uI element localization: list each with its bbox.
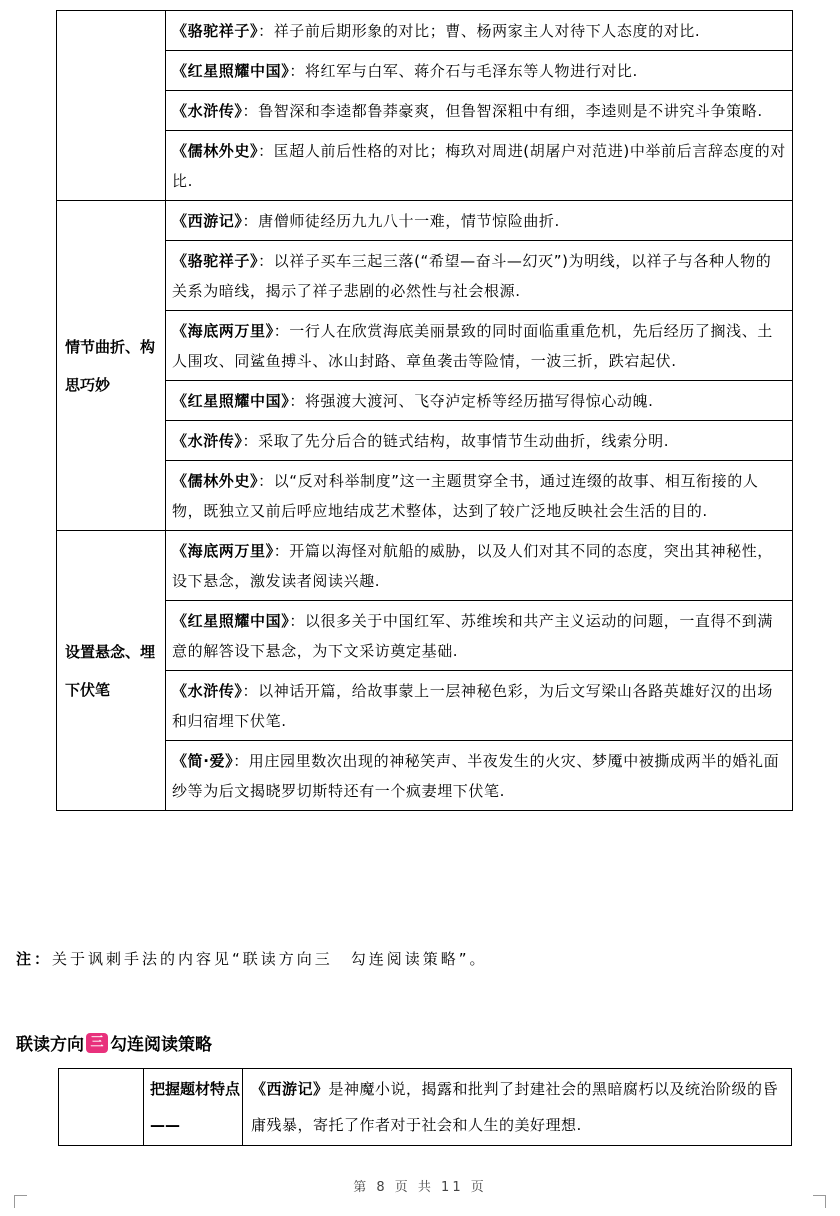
entry-text: ：匡超人前后性格的对比；梅玖对周进(胡屠户对范进)中举前后言辞态度的对比. bbox=[172, 142, 786, 190]
strategy-text bbox=[243, 1069, 792, 1146]
strategy-empty-cell bbox=[59, 1069, 144, 1146]
entry-cell bbox=[166, 11, 793, 51]
book-title: 《西游记》 bbox=[172, 212, 243, 230]
book-title: 《简·爱》 bbox=[172, 752, 234, 770]
category-cell: 设置悬念、埋下伏笔 bbox=[57, 531, 166, 811]
section-heading bbox=[16, 1030, 212, 1055]
entry-text: ：以“反对科举制度”这一主题贯穿全书，通过连缀的故事、相互衔接的人物，既独立又前后呼应地结成艺术整体，达到了较广泛地反映社会生活的目的. bbox=[172, 472, 759, 520]
entry-text: ：一行人在欣赏海底美丽景致的同时面临重重危机，先后经历了搁浅、土人围攻、同鲨鱼搏斗、冰山封路、章鱼袭击等险情，一波三折，跌宕起伏. bbox=[172, 322, 773, 370]
strategy-label: 把握题材特点—— bbox=[144, 1069, 243, 1146]
page-corner-mark bbox=[14, 1195, 27, 1208]
entry-text: ：唐僧师徒经历九九八十一难，情节惊险曲折. bbox=[242, 212, 560, 230]
entry-text: ：用庄园里数次出现的神秘笑声、半夜发生的火灾、梦魇中被撕成两半的婚礼面纱等为后文揭晓罗切斯特还有一个疯妻埋下伏笔. bbox=[172, 752, 780, 800]
strategy-table bbox=[58, 1068, 792, 1146]
table-row bbox=[57, 601, 793, 671]
comparison-table bbox=[56, 10, 793, 811]
table-row bbox=[57, 131, 793, 201]
entry-cell bbox=[166, 531, 793, 601]
page-corner-mark bbox=[813, 1195, 826, 1208]
entry-cell bbox=[166, 381, 793, 421]
entry-text: ：采取了先分后合的链式结构，故事情节生动曲折，线索分明. bbox=[242, 432, 670, 450]
book-title: 《红星照耀中国》 bbox=[172, 392, 290, 410]
entry-cell bbox=[166, 601, 793, 671]
book-title: 《西游记》 bbox=[251, 1080, 329, 1098]
entry-cell bbox=[166, 741, 793, 811]
book-title: 《骆驼祥子》 bbox=[172, 22, 259, 40]
note-text: 关于讽刺手法的内容见“联读方向三 勾连阅读策略”。 bbox=[52, 950, 488, 968]
entry-text: ：将红军与白军、蒋介石与毛泽东等人物进行对比. bbox=[289, 62, 638, 80]
entry-cell bbox=[166, 241, 793, 311]
entry-cell bbox=[166, 91, 793, 131]
entry-cell bbox=[166, 201, 793, 241]
entry-cell bbox=[166, 421, 793, 461]
entry-text: ：以祥子买车三起三落(“希望—奋斗—幻灭”)为明线，以祥子与各种人物的关系为暗线，揭示了祥子悲剧的必然性与社会根源. bbox=[172, 252, 772, 300]
table-row bbox=[57, 11, 793, 51]
category-cell: 情节曲折、构思巧妙 bbox=[57, 201, 166, 531]
book-title: 《水浒传》 bbox=[172, 102, 243, 120]
section-prefix: 联读方向 bbox=[16, 1035, 84, 1055]
book-title: 《骆驼祥子》 bbox=[172, 252, 259, 270]
table-row bbox=[57, 531, 793, 601]
entry-text: ：开篇以海怪对航船的威胁，以及人们对其不同的态度，突出其神秘性，设下悬念，激发读者阅读兴趣. bbox=[172, 542, 773, 590]
note bbox=[16, 948, 488, 969]
entry-text: ：将强渡大渡河、飞夺泸定桥等经历描写得惊心动魄. bbox=[289, 392, 654, 410]
note-label: 注： bbox=[16, 950, 53, 968]
book-title: 《红星照耀中国》 bbox=[172, 612, 290, 630]
entry-cell bbox=[166, 131, 793, 201]
entry-text: ：以很多关于中国红军、苏维埃和共产主义运动的问题，一直得不到满意的解答设下悬念，为下文采访奠定基础. bbox=[172, 612, 773, 660]
entry-cell bbox=[166, 51, 793, 91]
entry-text: ：祥子前后期形象的对比；曹、杨两家主人对待下人态度的对比. bbox=[258, 22, 701, 40]
entry-cell bbox=[166, 461, 793, 531]
entry-cell bbox=[166, 311, 793, 381]
entry-cell bbox=[166, 671, 793, 741]
table-row bbox=[57, 381, 793, 421]
entry-text: ：鲁智深和李逵都鲁莽豪爽，但鲁智深粗中有细，李逵则是不讲究斗争策略. bbox=[242, 102, 763, 120]
strategy-description: 是神魔小说，揭露和批判了封建社会的黑暗腐朽以及统治阶级的昏庸残暴，寄托了作者对于社会和人生的美好理想. bbox=[251, 1080, 779, 1134]
table-row bbox=[57, 201, 793, 241]
table-row bbox=[57, 671, 793, 741]
page-footer: 第 8 页 共 11 页 bbox=[353, 1180, 487, 1195]
table-row bbox=[57, 51, 793, 91]
section-number-badge: 三 bbox=[86, 1033, 108, 1053]
table-row bbox=[57, 421, 793, 461]
table-row bbox=[57, 461, 793, 531]
book-title: 《水浒传》 bbox=[172, 682, 243, 700]
table-row bbox=[57, 241, 793, 311]
book-title: 《海底两万里》 bbox=[172, 322, 274, 340]
table-row bbox=[57, 91, 793, 131]
category-cell bbox=[57, 11, 166, 201]
table-row bbox=[57, 311, 793, 381]
book-title: 《海底两万里》 bbox=[172, 542, 274, 560]
table-row bbox=[59, 1069, 792, 1146]
section-title: 勾连阅读策略 bbox=[110, 1035, 212, 1055]
book-title: 《水浒传》 bbox=[172, 432, 243, 450]
table-row bbox=[57, 741, 793, 811]
book-title: 《儒林外史》 bbox=[172, 472, 259, 490]
book-title: 《红星照耀中国》 bbox=[172, 62, 290, 80]
book-title: 《儒林外史》 bbox=[172, 142, 259, 160]
entry-text: ：以神话开篇，给故事蒙上一层神秘色彩，为后文写梁山各路英雄好汉的出场和归宿埋下伏笔. bbox=[172, 682, 773, 730]
